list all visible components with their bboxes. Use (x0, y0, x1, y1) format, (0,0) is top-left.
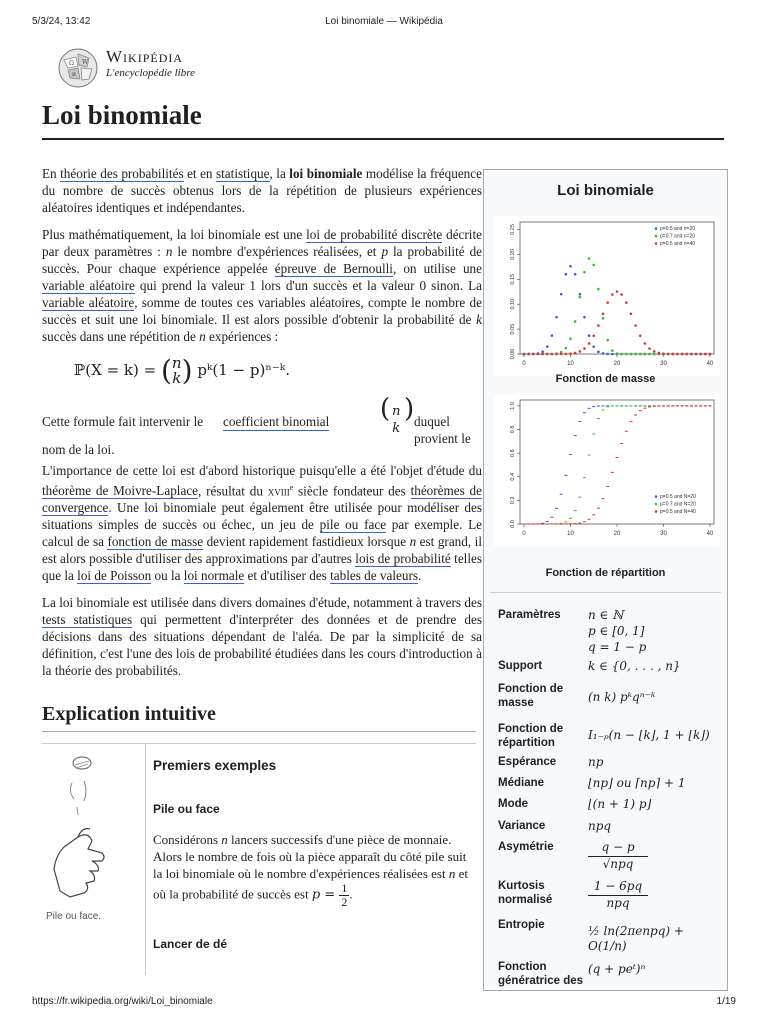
data-point-2 (644, 342, 647, 345)
link-theorie-probabilites[interactable]: théorie des probabilités (60, 166, 184, 181)
x-tick-label: 40 (706, 361, 714, 367)
legend-marker (655, 235, 658, 238)
data-point-1 (620, 353, 623, 356)
infobox-title: Loi binomiale (557, 182, 654, 199)
data-point-0 (592, 345, 595, 348)
data-point-2 (709, 353, 712, 356)
data-point-2 (672, 353, 675, 356)
data-point-2 (569, 352, 572, 355)
data-point-0 (583, 316, 586, 319)
intro-paragraph-2: Plus mathématiquement, la loi binomiale est une loi de probabilité discrète décrite par deux paramètres : n le nombre d'expériences réalisées, et p la probabilité de succès. Pour chaque expérience appelée épreuve de Bernoulli, on utilise une variable aléatoire qui prend la valeur 1 lors d'un succès et la valeur 0 sinon. La variable aléatoire, somme de toutes ces variables aléatoires, compte le nombre de succès et suit une loi binomiale. Il est alors possible d'obtenir la probabilité de k succès dans une répétition de n expériences : (42, 227, 483, 344)
y-tick-label: 0.05 (510, 323, 516, 335)
legend-entry: p=0.7 and N=20 (660, 501, 696, 508)
data-point-1 (579, 296, 582, 299)
data-point-1 (592, 264, 595, 267)
data-point-2 (592, 334, 595, 337)
legend-entry: p=0.5 and n=20 (660, 226, 696, 232)
x-tick-label: 20 (613, 361, 621, 367)
data-point-1 (565, 347, 568, 350)
legend-marker (655, 227, 658, 230)
data-point-2 (662, 352, 665, 355)
subheading-lancer-de: Lancer de dé (153, 937, 228, 951)
data-point-2 (658, 352, 661, 355)
data-point-2 (630, 313, 633, 316)
data-point-2 (625, 301, 628, 304)
link-epreuve-bernoulli[interactable]: épreuve de Bernoulli (274, 261, 393, 276)
data-point-2 (560, 353, 563, 356)
data-point-2 (639, 334, 642, 337)
data-point-2 (588, 342, 591, 345)
data-point-0 (551, 334, 554, 337)
logo-tagline: L'encyclopédie libre (106, 67, 195, 79)
data-point-1 (644, 353, 647, 356)
data-point-2 (648, 347, 651, 350)
legend-entry: p=0.5 and n=40 (660, 241, 696, 247)
data-point-1 (648, 353, 651, 356)
coin-toss-hand-icon (48, 751, 108, 909)
link-fonction-masse[interactable]: fonction de masse (107, 534, 204, 550)
data-point-0 (546, 345, 549, 348)
print-datetime: 5/3/24, 13:42 (32, 16, 91, 27)
x-tick-label: 0 (522, 361, 526, 367)
y-tick-label: 0.8 (510, 425, 516, 434)
data-point-1 (569, 337, 572, 340)
data-point-2 (667, 353, 670, 356)
data-point-2 (690, 353, 693, 356)
data-point-2 (583, 347, 586, 350)
data-point-2 (676, 353, 679, 356)
legend-marker (655, 510, 658, 513)
cdf-chart[interactable] (494, 394, 720, 546)
svg-text:и: и (72, 71, 76, 78)
data-point-2 (523, 353, 526, 356)
data-point-1 (602, 317, 605, 320)
svg-text:Ω: Ω (69, 60, 74, 67)
data-point-1 (639, 353, 642, 356)
data-point-2 (527, 353, 530, 356)
link-lois-probabilite[interactable]: lois de probabilité (355, 551, 451, 567)
x-tick-label: 0 (522, 531, 526, 537)
intro-paragraph-4: L'importance de cette loi est d'abord historique puisqu'elle a été l'objet d'étude du théorème de Moivre-Laplace, résultat du xviii$^e$ siècle fondateur des théorèmes de convergence. Une loi binomiale peut également être utilisée pour modéliser des situations simples de succès ou échec, un jeu de pile ou face par exemple. Le calcul de sa fonction de masse devient rapidement fastidieux lorsque n est grand, il est alors possible d'utiliser des approximations par d'autres lois de probabilité telles que la loi de Poisson ou la loi normale et d'utiliser des tables de valeurs. (42, 463, 483, 584)
y-tick-label: 0.10 (510, 298, 516, 310)
legend-entry: p=0.7 and n=20 (660, 233, 696, 240)
data-point-2 (699, 353, 702, 356)
y-tick-label: 0.2 (510, 496, 516, 505)
data-point-0 (588, 334, 591, 337)
data-point-2 (685, 353, 688, 356)
y-tick-label: 0.00 (510, 348, 516, 360)
data-point-0 (606, 353, 609, 356)
data-point-0 (541, 350, 544, 353)
y-tick-label: 1.0 (510, 402, 516, 410)
link-tables-valeurs[interactable]: tables de valeurs (330, 568, 418, 584)
data-point-0 (602, 352, 605, 355)
link-statistique[interactable]: statistique (216, 166, 270, 181)
mass-chart-caption: Fonction de masse (555, 373, 656, 385)
intro-paragraph-3: Cette formule fait intervenir le coefficient binomial ( n k ) duquel provient le nom de la loi. (42, 394, 471, 457)
data-point-2 (546, 353, 549, 356)
data-point-0 (555, 316, 558, 319)
link-tests-statistiques[interactable]: tests statistiques (42, 612, 133, 628)
data-point-2 (681, 353, 684, 356)
wikipedia-globe-icon[interactable] (56, 46, 100, 90)
print-title: Loi binomiale — Wikipédia (325, 16, 443, 27)
data-point-1 (606, 339, 609, 342)
data-point-2 (565, 353, 568, 356)
data-point-2 (602, 313, 605, 316)
data-point-1 (616, 352, 619, 355)
data-point-2 (541, 353, 544, 356)
y-tick-label: 0.4 (510, 472, 516, 481)
data-point-0 (560, 293, 563, 296)
data-point-2 (616, 290, 619, 293)
link-loi-normale[interactable]: loi normale (183, 568, 245, 584)
data-point-1 (630, 353, 633, 356)
data-point-2 (597, 324, 600, 327)
data-point-0 (611, 353, 614, 356)
article-body (42, 462, 482, 689)
y-tick-label: 0.0 (510, 520, 516, 528)
svg-text:W: W (82, 59, 89, 66)
data-point-0 (565, 273, 568, 276)
x-tick-label: 10 (567, 531, 574, 537)
data-point-2 (532, 353, 535, 356)
y-tick-label: 0.6 (510, 449, 516, 457)
data-point-0 (569, 265, 572, 268)
y-tick-label: 0.25 (510, 224, 516, 235)
link-variable-aleatoire-2[interactable]: variable aléatoire (42, 295, 135, 310)
link-coefficient-binomial[interactable]: coefficient binomial (223, 414, 330, 429)
link-loi-discrete[interactable]: loi de probabilité discrète (306, 227, 443, 242)
data-point-2 (634, 324, 637, 327)
examples-heading: Premiers exemples (153, 758, 277, 773)
data-point-2 (551, 353, 554, 356)
data-point-1 (574, 320, 577, 323)
data-point-1 (597, 288, 600, 291)
intro-paragraph-5: La loi binomiale est utilisée dans divers domaines d'étude, notamment à travers des tests statistiques qui permettent d'interpréter des données et de prendre des décisions dans des situations dépendant de l'aléa. De par la simplicité de sa définition, c'est l'une des lois de probabilité étudiées dans les cours d'introduction à la théorie des probabilités. (42, 595, 482, 679)
link-theoremes-convergence[interactable]: théorèmes de convergence (42, 483, 482, 516)
data-point-2 (537, 353, 540, 356)
section-heading-explication: Explication intuitive (42, 703, 216, 725)
binomial-formula: ℙ(X = k) = (n k) pᵏ(1 − p)ⁿ⁻ᵏ. (74, 354, 290, 387)
data-point-0 (597, 350, 600, 353)
legend-marker (655, 503, 658, 506)
data-point-1 (611, 349, 614, 352)
legend-entry: p=0.5 and N=40 (660, 509, 696, 515)
logo-wordmark[interactable]: Wikipédia (106, 47, 184, 66)
y-tick-label: 0.20 (510, 249, 516, 260)
data-point-2 (574, 352, 577, 355)
print-page-number: 1/19 (716, 996, 736, 1007)
data-point-0 (574, 273, 577, 276)
data-point-2 (555, 353, 558, 356)
article-intro (42, 165, 482, 355)
data-point-2 (611, 293, 614, 296)
link-pile-ou-face[interactable]: pile ou face (319, 517, 387, 533)
coin-caption: Pile ou face. (46, 911, 102, 922)
data-point-2 (620, 293, 623, 296)
x-tick-label: 10 (567, 361, 574, 367)
y-tick-label: 0.15 (510, 273, 516, 285)
link-moivre-laplace[interactable]: théorème de Moivre-Laplace (42, 483, 199, 499)
page-title: Loi binomiale (42, 100, 202, 130)
title-underline (42, 138, 724, 140)
legend-marker (655, 242, 658, 245)
data-point-2 (653, 350, 656, 353)
link-variable-aleatoire[interactable]: variable aléatoire (42, 278, 135, 293)
data-point-2 (579, 350, 582, 353)
x-tick-label: 30 (660, 531, 667, 537)
data-point-1 (634, 353, 637, 356)
pile-ou-face-text: Considérons n lancers successifs d'une pièce de monnaie. Alors le nombre de fois où la pièce apparaît du côté pile suit la loi binomiale où le nombre d'expériences réalisées est n et où la probabilité de succès est $p = \frac{1}{2}$. (153, 832, 468, 909)
data-point-2 (695, 353, 698, 356)
x-tick-label: 30 (660, 361, 667, 367)
cdf-chart-caption: Fonction de répartition (545, 567, 666, 579)
legend-entry: p=0.5 and N=20 (660, 494, 696, 500)
infobox: Loi binomiale 0.00 0.05 0.10 0.15 0.20 0.25 0 10 20 30 40 p=0.5 and n=20 p=0.7 and n=20 p=0.5 and n=40 Fonction de masse 0.0 0.2 0.4 0.6 0.8 1.0 0 10 20 30 40 p=0.5 and N=20 p=0.7 and N=20 p=0.5 and N=40 Fonction de répartition Paramètres n ∈ ℕ p ∈ [0, 1] q = 1 − p Support k ∈ {0, . . . , n} Fonction de masse (n k) pᵏqⁿ⁻ᵏ Fonction de répartition I₁₋ₚ(n − ⌊k⌋, 1 + ⌊k⌋) Espérance np Médiane ⌊np⌋ ou ⌈np⌉ + 1 Mode ⌊(n + 1) p⌋ Variance npq Asymétrie q − p √npq Kurtosis normalisé 1 − 6pq npq Entropie ½ ln(2πenpq) + O(1/n) Fonction génératrice des (q + peᵗ)ⁿ (483, 169, 728, 991)
link-loi-poisson[interactable]: loi de Poisson (77, 568, 152, 584)
data-point-2 (606, 301, 609, 304)
section-divider (42, 731, 476, 732)
intro-paragraph-1: En théorie des probabilités et en statistique, la loi binomiale modélise la fréquence du nombre de succès obtenus lors de la répétition de plusieurs expériences aléatoires identiques et indépendantes. (42, 166, 482, 215)
print-url: https://fr.wikipedia.org/wiki/Loi_binomiale (32, 996, 213, 1007)
mass-function-chart[interactable] (494, 216, 720, 376)
x-tick-label: 40 (706, 531, 714, 537)
data-point-0 (579, 293, 582, 296)
data-point-2 (704, 353, 707, 356)
data-point-1 (583, 271, 586, 274)
data-point-1 (653, 353, 656, 356)
data-point-1 (588, 257, 591, 260)
data-point-1 (625, 353, 628, 356)
legend-marker (655, 495, 658, 498)
x-tick-label: 20 (613, 531, 621, 537)
subheading-pile-ou-face: Pile ou face (153, 802, 220, 816)
examples-section (42, 743, 476, 975)
